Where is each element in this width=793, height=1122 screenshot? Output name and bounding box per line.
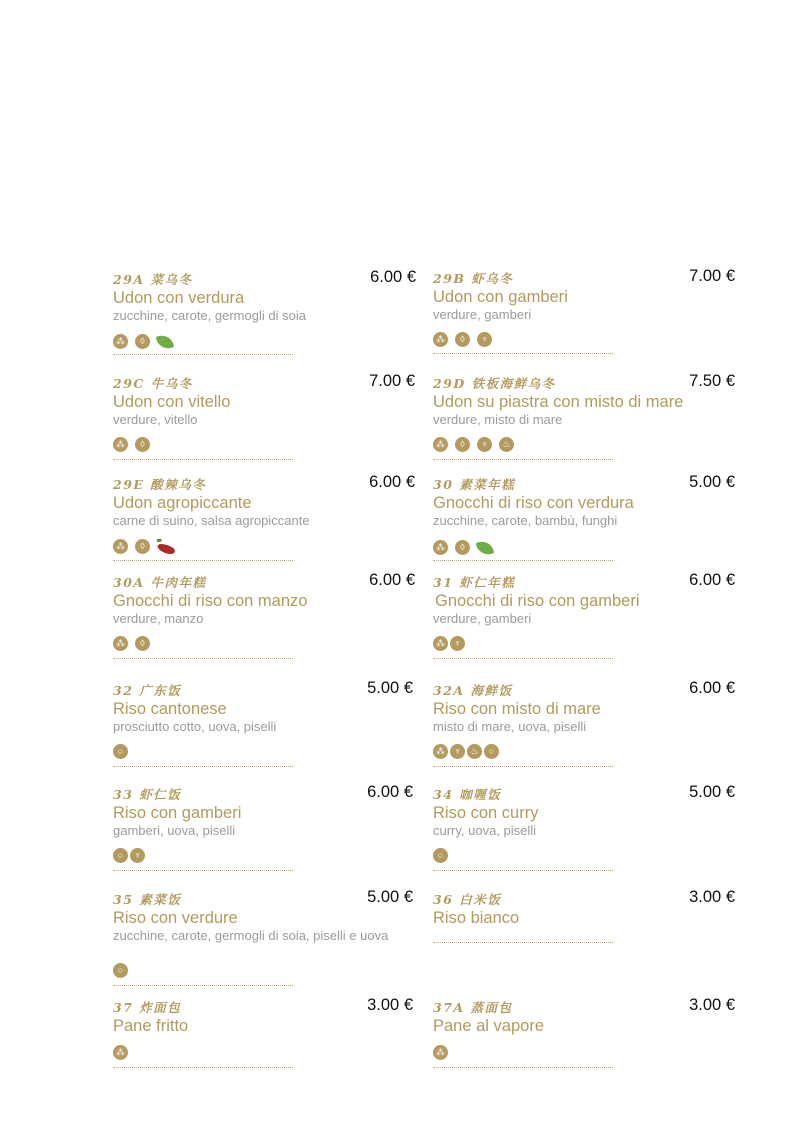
wheat-icon: ⁂	[113, 1045, 128, 1060]
dotted-divider	[433, 459, 613, 460]
dotted-divider	[433, 766, 613, 767]
sesame-icon: ◊	[135, 636, 150, 651]
item-description: misto di mare, uova, piselli	[433, 719, 587, 734]
item-description: gamberi, uova, piselli	[113, 823, 236, 838]
sesame-icon: ◊	[455, 437, 470, 452]
wheat-icon: ⁂	[113, 334, 128, 349]
item-name: Pane fritto	[113, 1017, 189, 1035]
item-name: Udon agropiccante	[113, 494, 252, 512]
item-price: 6.00 €	[689, 679, 735, 697]
wheat-icon: ⁂	[113, 539, 128, 554]
item-name: Udon con vitello	[113, 393, 231, 411]
sesame-icon: ◊	[135, 437, 150, 452]
egg-icon: ○	[113, 963, 128, 978]
egg-icon: ○	[113, 848, 128, 863]
item-price: 5.00 €	[367, 888, 413, 906]
dotted-divider	[433, 870, 613, 871]
item-code: 29A 菜乌冬	[113, 272, 193, 287]
chili-icon	[156, 541, 176, 555]
item-price: 5.00 €	[689, 473, 735, 491]
item-code: 29E 酸辣乌冬	[113, 477, 207, 492]
dotted-divider	[113, 354, 293, 355]
item-name: Riso cantonese	[113, 700, 227, 718]
item-description: zucchine, carote, germogli di soia, piselli e uova	[113, 928, 389, 943]
item-code: 34 咖喱饭	[433, 787, 502, 802]
shellfish-icon: ♆	[130, 848, 145, 863]
item-description: zucchine, carote, bambù, funghi	[433, 513, 618, 528]
item-name: Gnocchi di riso con gamberi	[435, 592, 640, 610]
item-code: 36 白米饭	[433, 892, 502, 907]
item-price: 6.00 €	[369, 473, 415, 491]
wheat-icon: ⁂	[433, 1045, 448, 1060]
dotted-divider	[113, 870, 293, 871]
item-code: 30 素菜年糕	[433, 477, 516, 492]
mollusc-icon: ♨	[499, 437, 514, 452]
dotted-divider	[433, 560, 613, 561]
wheat-icon: ⁂	[433, 437, 448, 452]
item-price: 3.00 €	[367, 996, 413, 1014]
item-code: 32 广东饭	[113, 683, 182, 698]
egg-icon: ○	[433, 848, 448, 863]
allergen-icons	[113, 333, 180, 349]
item-code: 37A 蒸面包	[433, 1000, 513, 1015]
item-description: verdure, misto di mare	[433, 412, 563, 427]
dotted-divider	[433, 353, 613, 354]
item-price: 7.50 €	[689, 372, 735, 390]
item-name: Udon su piastra con misto di mare	[433, 393, 684, 411]
sesame-icon: ◊	[135, 334, 150, 349]
wheat-icon: ⁂	[433, 744, 448, 759]
allergen-icons	[113, 636, 157, 651]
allergen-icons	[113, 1045, 135, 1060]
item-name: Riso con gamberi	[113, 804, 242, 822]
vegetarian-leaf-icon	[156, 333, 175, 350]
egg-icon: ○	[113, 744, 128, 759]
item-name: Riso con misto di mare	[433, 700, 601, 718]
item-price: 6.00 €	[370, 268, 416, 286]
allergen-icons	[113, 744, 135, 759]
shellfish-icon: ♆	[477, 332, 492, 347]
item-name: Udon con verdura	[113, 289, 245, 307]
item-name: Pane al vapore	[433, 1017, 544, 1035]
dotted-divider	[113, 459, 293, 460]
sesame-icon: ◊	[455, 332, 470, 347]
item-code: 30A 牛肉年糕	[113, 575, 207, 590]
item-name: Riso bianco	[433, 909, 520, 927]
allergen-icons	[433, 636, 467, 651]
item-code: 32A 海鲜饭	[433, 683, 513, 698]
sesame-icon: ◊	[135, 539, 150, 554]
allergen-icons	[113, 848, 147, 863]
item-price: 7.00 €	[689, 267, 735, 285]
dotted-divider	[433, 658, 613, 659]
vegetarian-leaf-icon	[476, 539, 495, 556]
wheat-icon: ⁂	[433, 540, 448, 555]
shellfish-icon: ♆	[477, 437, 492, 452]
allergen-icons	[433, 848, 455, 863]
item-code: 33 虾仁饭	[113, 787, 182, 802]
item-price: 3.00 €	[689, 996, 735, 1014]
allergen-icons	[433, 539, 500, 555]
item-price: 5.00 €	[367, 679, 413, 697]
item-price: 6.00 €	[369, 571, 415, 589]
dotted-divider	[113, 560, 293, 561]
item-price: 5.00 €	[689, 783, 735, 801]
item-name: Gnocchi di riso con manzo	[113, 592, 308, 610]
item-code: 37 炸面包	[113, 1000, 182, 1015]
item-code: 35 素菜饭	[113, 892, 182, 907]
item-description: carne di suino, salsa agropiccante	[113, 513, 310, 528]
item-code: 29C 牛乌冬	[113, 376, 193, 391]
dotted-divider	[113, 1067, 293, 1068]
shellfish-icon: ♆	[450, 744, 465, 759]
allergen-icons	[433, 437, 521, 452]
item-price: 6.00 €	[689, 571, 735, 589]
mollusc-icon: ♨	[467, 744, 482, 759]
dotted-divider	[433, 1067, 613, 1068]
item-price: 3.00 €	[689, 888, 735, 906]
allergen-icons	[113, 539, 182, 554]
item-name: Udon con gamberi	[433, 288, 568, 306]
dotted-divider	[113, 658, 293, 659]
item-code: 31 虾仁年糕	[433, 575, 516, 590]
item-code: 29D 铁板海鲜乌冬	[433, 376, 556, 391]
allergen-icons	[433, 1045, 455, 1060]
item-price: 7.00 €	[369, 372, 415, 390]
allergen-icons	[433, 744, 501, 759]
allergen-icons	[113, 437, 157, 452]
item-price: 6.00 €	[367, 783, 413, 801]
shellfish-icon: ♆	[450, 636, 465, 651]
item-description: verdure, gamberi	[433, 307, 532, 322]
wheat-icon: ⁂	[433, 332, 448, 347]
item-description: verdure, gamberi	[433, 611, 532, 626]
wheat-icon: ⁂	[113, 636, 128, 651]
item-code: 29B 虾乌冬	[433, 271, 514, 286]
item-description: verdure, vitello	[113, 412, 198, 427]
allergen-icons	[113, 963, 135, 978]
item-name: Riso con verdure	[113, 909, 238, 927]
item-description: curry, uova, piselli	[433, 823, 537, 838]
wheat-icon: ⁂	[433, 636, 448, 651]
item-description: zucchine, carote, germogli di soia	[113, 308, 306, 323]
wheat-icon: ⁂	[113, 437, 128, 452]
dotted-divider	[113, 985, 293, 986]
item-name: Riso con curry	[433, 804, 539, 822]
item-description: verdure, manzo	[113, 611, 204, 626]
item-name: Gnocchi di riso con verdura	[433, 494, 634, 512]
egg-icon: ○	[484, 744, 499, 759]
dotted-divider	[113, 766, 293, 767]
item-description: prosciutto cotto, uova, piselli	[113, 719, 277, 734]
allergen-icons	[433, 332, 499, 347]
dotted-divider	[433, 942, 613, 943]
sesame-icon: ◊	[455, 540, 470, 555]
